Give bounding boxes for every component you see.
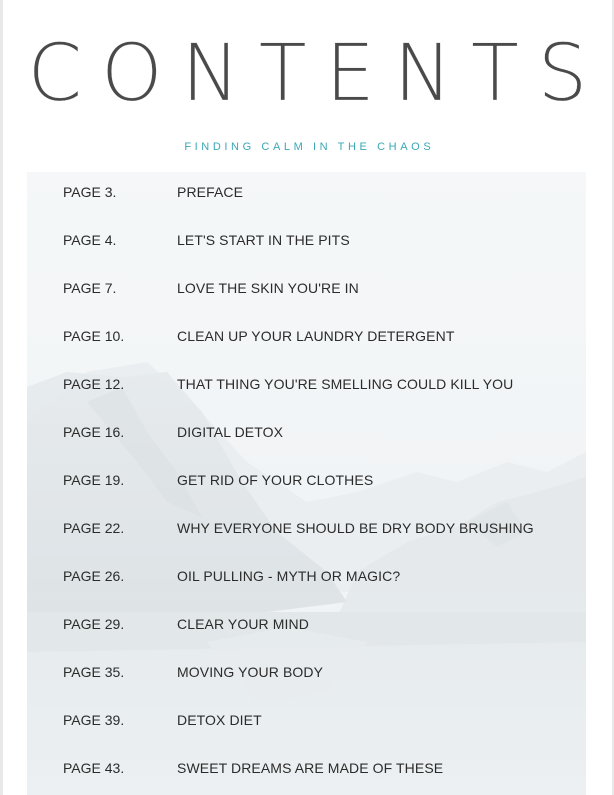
toc-entry[interactable] (27, 460, 586, 508)
toc-entry[interactable] (27, 700, 586, 748)
toc-entry[interactable] (27, 364, 586, 412)
toc-page-number: PAGE 10. (63, 328, 125, 344)
toc-entry[interactable] (27, 508, 586, 556)
toc-chapter-title: LOVE THE SKIN YOU'RE IN (177, 280, 359, 296)
toc-entry[interactable] (27, 556, 586, 604)
toc-page-number: PAGE 43. (63, 760, 125, 776)
toc-chapter-title: PREFACE (177, 184, 244, 200)
toc-page-number: PAGE 29. (63, 616, 125, 632)
toc-chapter-title: GET RID OF YOUR CLOTHES (177, 472, 374, 488)
toc-page-number: PAGE 16. (63, 424, 125, 440)
toc-chapter-title: THAT THING YOU'RE SMELLING COULD KILL YOU (177, 376, 514, 392)
toc-entry[interactable] (27, 220, 586, 268)
toc-chapter-title: CLEAR YOUR MIND (177, 616, 309, 632)
document-page (3, 0, 612, 795)
toc-page-number: PAGE 26. (63, 568, 125, 584)
toc-entry[interactable] (27, 748, 586, 795)
toc-page-number: PAGE 3. (63, 184, 117, 200)
toc-chapter-title: SWEET DREAMS ARE MADE OF THESE (177, 760, 444, 776)
toc-entry[interactable] (27, 412, 586, 460)
toc-page-number: PAGE 35. (63, 664, 125, 680)
toc-page-number: PAGE 39. (63, 712, 125, 728)
table-of-contents (27, 172, 586, 795)
toc-entry[interactable] (27, 604, 586, 652)
page-subtitle: FINDING CALM IN THE CHAOS (184, 141, 435, 153)
toc-chapter-title: DETOX DIET (177, 712, 262, 728)
toc-entry[interactable] (27, 268, 586, 316)
toc-entry[interactable] (27, 652, 586, 700)
toc-chapter-title: CLEAN UP YOUR LAUNDRY DETERGENT (177, 328, 455, 344)
toc-chapter-title: WHY EVERYONE SHOULD BE DRY BODY BRUSHING (177, 520, 534, 536)
toc-chapter-title: OIL PULLING - MYTH OR MAGIC? (177, 568, 401, 584)
toc-page-number: PAGE 22. (63, 520, 125, 536)
toc-page-number: PAGE 4. (63, 232, 117, 248)
contents-panel (27, 172, 586, 795)
page-title: CONTENTS (27, 29, 607, 119)
toc-chapter-title: MOVING YOUR BODY (177, 664, 324, 680)
toc-page-number: PAGE 7. (63, 280, 117, 296)
toc-chapter-title: DIGITAL DETOX (177, 424, 284, 440)
toc-page-number: PAGE 12. (63, 376, 125, 392)
toc-entry[interactable] (27, 316, 586, 364)
toc-chapter-title: LET'S START IN THE PITS (177, 232, 350, 248)
toc-page-number: PAGE 19. (63, 472, 125, 488)
toc-entry[interactable] (27, 172, 586, 220)
